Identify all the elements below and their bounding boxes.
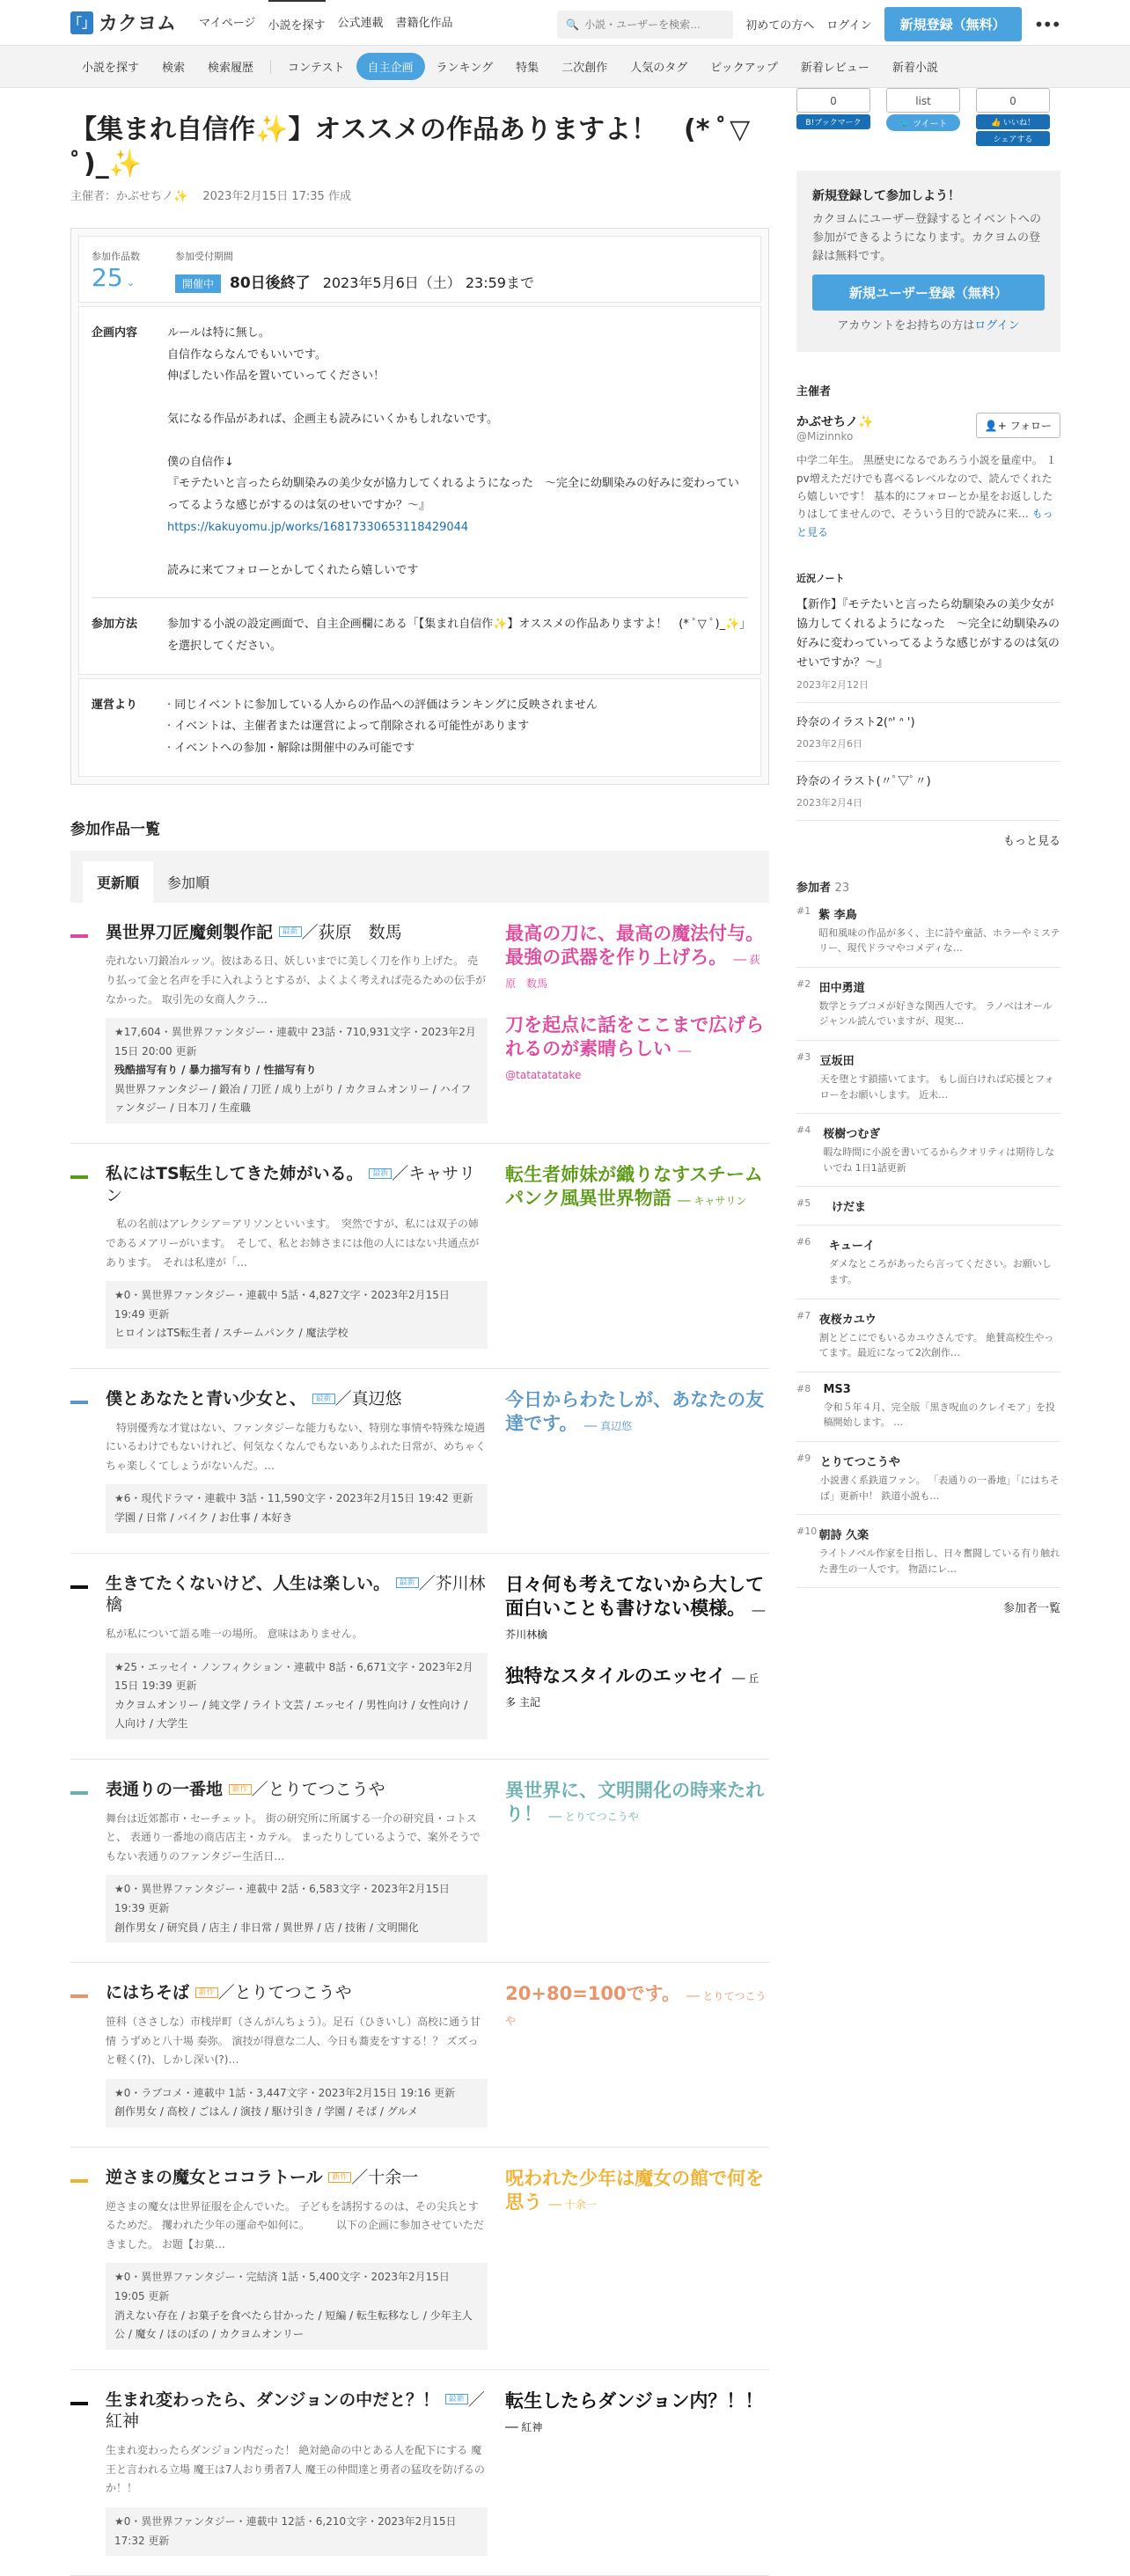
work-catchphrases xyxy=(505,1163,769,1349)
subnav-item[interactable]: 二次創作 xyxy=(561,62,608,75)
participant-desc: 小説書く系鉄道ファン。 「表通りの一番地」「にはちそば」更新中！ 鉄道小説も… xyxy=(819,1475,1060,1502)
nav-mypage[interactable]: マイページ xyxy=(199,16,256,30)
status-badge: 開催中 xyxy=(175,274,221,293)
work-title-line xyxy=(106,2389,488,2433)
catchphrase-author: ── とりてつこうや xyxy=(505,1990,767,2027)
bio-more-link[interactable]: もっと見る xyxy=(796,508,1053,538)
signup-button[interactable]: 新規ユーザー登録（無料） xyxy=(812,274,1045,311)
participant-rank: #2 xyxy=(796,977,811,990)
follow-button[interactable]: 👤+ フォロー xyxy=(976,413,1060,438)
subnav-item[interactable]: コンテスト xyxy=(288,62,345,75)
organizer-heading: 主催者 xyxy=(796,385,832,399)
plan-line xyxy=(167,388,748,409)
rule-text: 同じイベントに参加している人からの作品への評価はランキングに反映されません xyxy=(174,698,598,712)
participant-body xyxy=(832,1197,866,1214)
work-info xyxy=(106,1779,488,1943)
work-item xyxy=(70,1760,769,1963)
signup-title: 新規登録して参加しよう！ xyxy=(812,189,960,203)
work-info xyxy=(106,1982,488,2127)
work-color-bar xyxy=(70,2402,88,2405)
byline xyxy=(70,187,769,203)
tweet-button[interactable]: 🐦 ツイート xyxy=(886,114,960,131)
nav-official[interactable]: 公式連載 xyxy=(337,16,384,30)
work-author[interactable]: ／荻原 数馬 xyxy=(301,922,402,942)
work-title[interactable]: 僕とあなたと青い少女と、 xyxy=(106,1389,307,1409)
participant-desc: 天を堕とす鎖描いてます。 もし面白ければ応援とフォローをお願いします。 近未… xyxy=(819,1073,1054,1101)
catchphrase-author: ── 真辺悠 xyxy=(583,1420,633,1433)
participant-body xyxy=(823,1383,1060,1431)
signup-box xyxy=(796,171,1060,352)
work-tag-badge: 最新 xyxy=(445,2394,468,2404)
deadline-date: 2023年5月6日（土） 23:59まで xyxy=(322,274,534,291)
catchphrase-author: ── キャサリン xyxy=(678,1195,747,1208)
beginner-link[interactable]: 初めての方へ xyxy=(745,19,815,33)
participant-item[interactable] xyxy=(796,1515,1060,1588)
subnav-item[interactable]: 特集 xyxy=(516,62,539,75)
global-header xyxy=(0,0,1130,46)
participant-desc: ライトノベル作家を目指し、日々奮闘している有り触れた書生の一人です。 物語にレ… xyxy=(818,1548,1060,1575)
participant-body xyxy=(818,905,1060,956)
catchphrase xyxy=(505,1163,769,1211)
participants-all-link[interactable]: 参加者一覧 xyxy=(1002,1602,1060,1616)
work-catchphrases xyxy=(505,1982,769,2127)
rule-item: · イベントへの参加・解除は開催中のみ可能です xyxy=(167,741,415,755)
participant-body xyxy=(823,1124,1060,1175)
work-catchphrases xyxy=(505,1573,769,1739)
work-item xyxy=(70,2148,769,2370)
participant-item[interactable] xyxy=(796,895,1060,968)
tab-updated[interactable]: 更新順 xyxy=(83,861,153,903)
work-color-bar xyxy=(70,1401,88,1404)
subnav-item[interactable]: 人気のタグ xyxy=(630,62,688,75)
work-color-bar xyxy=(70,1585,88,1589)
subnav-item[interactable]: 小説を探す xyxy=(82,62,140,75)
work-color-bar xyxy=(70,2179,88,2183)
work-author[interactable]: ／とりてつこうや xyxy=(217,1983,352,2003)
participant-desc: 令和５年４月、完全版「黒き呪血のクレイモア」を投稿開始します。 … xyxy=(823,1401,1055,1429)
how-text: 参加する小説の設定画面で、自主企画欄にある「【集まれ自信作✨】オススメの作品ありますよ！ (* ﾟ▽ ﾟ)_✨」を選択してください。 xyxy=(167,618,745,653)
work-info xyxy=(106,922,488,1123)
work-tag-badge: 新作 xyxy=(229,1784,252,1795)
participant-body xyxy=(829,1236,1060,1287)
catchphrase xyxy=(505,1573,769,1645)
note-item[interactable] xyxy=(796,703,1060,762)
participant-item[interactable] xyxy=(796,1187,1060,1226)
participant-rank: #7 xyxy=(796,1309,811,1321)
catchphrase-text: 最高の刀に、最高の魔法付与。最強の武器を作り上げろ。 xyxy=(505,922,765,968)
catchphrase xyxy=(505,1388,769,1437)
participant-desc: ダメなところがあったら言ってください。お願いします。 xyxy=(828,1258,1052,1286)
how-label: 参加方法 xyxy=(92,618,138,632)
work-info xyxy=(106,1163,488,1349)
work-catchphrases xyxy=(505,2167,769,2350)
plan-line: 自信作ならなんでもいいです。 xyxy=(167,348,327,362)
work-item xyxy=(70,2370,769,2576)
work-item xyxy=(70,1144,769,1369)
plan-line: 僕の自信作↓ xyxy=(167,455,234,469)
work-tags[interactable]: カクヨムオンリー / 純文学 / ライト文芸 / エッセイ / 男性向け / 女性向け / 人向け / 大学生 xyxy=(114,1698,468,1731)
participant-item[interactable] xyxy=(796,968,1060,1041)
catchphrase xyxy=(505,922,769,994)
subnav-item[interactable]: 新着小説 xyxy=(892,62,938,75)
sort-tabs xyxy=(70,851,769,903)
host-label[interactable]: 主催者：かぶせちノ✨ xyxy=(70,190,188,203)
work-tags[interactable]: 消えない存在 / お菓子を食べたら甘かった / 短編 / 転生転移なし / 少年主人公 / 魔女 / ほのぼの / カクヨムオンリー xyxy=(114,2309,473,2341)
work-title[interactable]: 逆さまの魔女とココラトール xyxy=(106,2167,323,2187)
work-tags[interactable]: 学園 / 日常 / バイク / お仕事 / 本好き xyxy=(114,1511,293,1525)
participant-item[interactable] xyxy=(796,1442,1060,1515)
work-meta-line: ★25・エッセイ・ノンフィクション・連載中 8話・6,671文字・2023年2月15日 19:39 更新 xyxy=(114,1660,473,1693)
participant-item[interactable] xyxy=(796,1372,1060,1442)
work-title-line xyxy=(106,2167,488,2189)
work-author[interactable]: ／キャサリン xyxy=(106,1164,476,1205)
search-input[interactable] xyxy=(584,18,716,31)
work-excerpt: 私が私について語る唯一の場所。 意味はありません。 xyxy=(106,1628,363,1641)
catchphrase-text: 20+80=100です。 xyxy=(505,1983,680,2005)
catchphrase xyxy=(505,2389,769,2438)
work-tag-badge: 新作 xyxy=(328,2172,351,2183)
works-list-title: 参加作品一覧 xyxy=(70,820,160,838)
organizer-card xyxy=(796,413,1060,541)
logo-mark-icon: 「」 xyxy=(70,11,93,34)
catchphrase-author: ── 芥川林檎 xyxy=(505,1604,765,1642)
notes-list xyxy=(796,585,1060,821)
participant-body xyxy=(819,978,1060,1029)
subnav-item[interactable]: 検索履歴 xyxy=(208,62,254,75)
work-excerpt: 生まれ変わったらダンジョン内だった！ 絶対絶命の中とある人を配下にする 魔王と言われる立場 魔王は7人おり勇者7人 魔王の仲間達と勇者の猛攻を防げるのか！！ xyxy=(106,2444,485,2495)
works-list xyxy=(70,903,769,2576)
catchphrase xyxy=(505,1665,769,1713)
participant-name[interactable]: 豆坂田 xyxy=(819,1055,855,1069)
plan-tail: 読みに来てフォローとかしてくれたら嬉しいです xyxy=(167,563,419,577)
notes-heading: 近況ノート xyxy=(796,573,845,585)
catchphrase-author: ── 丘多 主記 xyxy=(505,1672,759,1709)
work-item xyxy=(70,1554,769,1760)
catchphrase-author: ── 荻原 数馬 xyxy=(505,953,760,991)
subnav-item[interactable]: 検索 xyxy=(162,62,186,75)
work-title-line xyxy=(106,1163,488,1206)
plan-line: 伸ばしたい作品を置いていってください！ xyxy=(167,370,385,384)
work-tag-badge: 最新 xyxy=(312,1394,335,1404)
catchphrase-author: ── とりてつこうや xyxy=(548,1811,639,1824)
work-color-bar xyxy=(70,1791,88,1795)
work-item xyxy=(70,903,769,1144)
like-button[interactable]: 👍 いいね！ xyxy=(976,114,1050,129)
participant-desc: 数学とラブコメが好きな関西人です。 ラノベはオールジャンル読んでいますが、現実… xyxy=(818,999,1053,1028)
participants-list xyxy=(796,895,1060,1589)
work-excerpt: 売れない刀鍛冶ルッツ。彼はある日、妖しいまでに美しく刀を作り上げた。 売り払って金と名声を手に入れようとするが、よくよく考えれば売るための伝手がなかった。 取引先の女商人クラ… xyxy=(106,955,487,1006)
work-meta-line: ★0・異世界ファンタジー・連載中 2話・6,583文字・2023年2月15日 19:39 更新 xyxy=(114,1883,450,1915)
rules-label: 運営より xyxy=(92,698,138,712)
login-link-side[interactable]: ログイン xyxy=(974,319,1020,333)
participant-rank: #3 xyxy=(796,1051,811,1064)
plan-line: ルールは特に無し。 xyxy=(167,326,270,340)
work-excerpt: 特別優秀な才覚はない、ファンタジーな能力もない、特別な事情や特殊な境遇にいるわけでもないけれど、何気なくなんでもないありふれた日常が、めちゃくちゃ楽しくてしょうがないんだ。… xyxy=(106,1421,487,1472)
work-excerpt: 笹科（ささしな）市桟岸町（さんがんちょう）。足石（ひきいし）高校に通う甘情 うずめと八十場 奏弥。 演技が得意な二人、今日も蕎麦をすする！？ ズズっと軽く(?)、しかし深い(?)… xyxy=(106,2015,481,2067)
participant-item[interactable] xyxy=(796,1041,1060,1114)
participant-rank: #6 xyxy=(796,1236,811,1248)
participant-desc: 暇な時間に小説を書いてるからクオリティは期待しないでね 1日1話更新 xyxy=(823,1146,1055,1174)
work-meta-line: ★6・現代ドラマ・連載中 3話・11,590文字・2023年2月15日 19:42 更新 xyxy=(114,1492,473,1505)
catchphrase xyxy=(505,1779,769,1827)
participants-heading: 参加者 23 xyxy=(796,881,850,895)
plan-spacer xyxy=(167,539,748,560)
work-tag-badge: 新作 xyxy=(195,1987,218,1998)
work-title-line xyxy=(106,1779,488,1801)
catchphrase-author: ── 紅神 xyxy=(505,2421,543,2434)
work-tags[interactable]: 異世界ファンタジー / 鍛冶 / 刀匠 / 成り上がり / カクヨムオンリー / ハイファンタジー / 日本刀 / 生産職 xyxy=(114,1082,472,1115)
participant-name[interactable]: 紫 李鳥 xyxy=(818,908,857,922)
tab-joined[interactable]: 参加順 xyxy=(167,874,210,891)
work-title-line xyxy=(106,1388,488,1410)
rule-item: · イベントは、主催者または運営によって削除される可能性があります xyxy=(167,720,530,734)
participant-name[interactable]: 桜樹つむぎ xyxy=(823,1128,881,1142)
rules-list xyxy=(167,695,598,760)
subnav-item[interactable]: ランキング xyxy=(436,62,494,75)
work-meta xyxy=(106,2507,488,2556)
like-count: 0 xyxy=(976,88,1050,113)
remaining-days: 80日後終了 xyxy=(230,274,311,292)
work-meta xyxy=(106,1484,488,1533)
participant-desc: 割とどこにでもいるカユウさんです。 絶賛高校生やってます。最近になって2次創作… xyxy=(818,1331,1054,1359)
work-title[interactable]: 異世界刀匠魔剣製作記 xyxy=(106,922,274,942)
catchphrase-text: 転生したらダンジョン内？！！ xyxy=(505,2389,764,2411)
signup-text: カクヨムにユーザー登録するとイベントへの参加ができるようになります。カクヨムの登録は無料です。 xyxy=(812,213,1042,263)
work-author[interactable]: ／真辺悠 xyxy=(334,1389,402,1409)
work-tags[interactable]: ヒロインはTS転生者 / スチームパンク / 魔法学校 xyxy=(114,1327,349,1340)
work-color-bar xyxy=(70,1175,88,1179)
participant-rank: #9 xyxy=(796,1453,811,1465)
plan-text xyxy=(167,323,748,582)
work-info xyxy=(106,2167,488,2350)
work-meta xyxy=(106,2263,488,2349)
plan-label: 企画内容 xyxy=(92,326,138,340)
work-excerpt: 舞台は近郊都市・セーチェット。 街の研究所に所属する一介の研究員・コトスと、 表通り一番地の商店店主・カテル。 まったりしているようで、案外そうでもない表通りのファンタジー生活日… xyxy=(106,1811,481,1862)
work-warnings: 残酷描写有り / 暴力描写有り / 性描写有り xyxy=(114,1064,317,1077)
page-title: 【集まれ自信作✨】オススメの作品ありますよ！ (* ﾟ▽ ﾟ)_✨ xyxy=(70,114,751,179)
plan-link[interactable]: https://kakuyomu.jp/works/16817330653118429044 xyxy=(167,520,469,534)
share-button[interactable]: シェアする xyxy=(976,131,1050,146)
work-info xyxy=(106,2389,488,2556)
work-excerpt: 逆さまの魔女は世界征服を企んでいた。 子どもを誘拐するのは、その尖兵とするためだ。 攫われた少年の運命や如何に。 以下の企画に参加させていただきました。 お題【お菓… xyxy=(106,2199,484,2250)
work-meta xyxy=(106,1281,488,1349)
work-item xyxy=(70,1369,769,1554)
organizer-bio: 中学二年生。 黒歴史になるであろう小説を量産中。 １pv増えただけでも喜べるレベルなので、読んでくれたら嬉しいです！ 基本的にフォローとか星をお返ししたりはしてませんので、そういう目的で読みに来… もっと見る xyxy=(796,454,1057,538)
work-info xyxy=(106,1388,488,1533)
participant-body xyxy=(819,1526,1060,1577)
entry-count[interactable]: 25 ⌄ xyxy=(92,263,136,292)
sub-nav xyxy=(0,46,1130,88)
rule-item: · 同じイベントに参加している人からの作品への評価はランキングに反映されません xyxy=(167,698,598,712)
header-nav xyxy=(199,0,453,47)
work-color-bar xyxy=(70,1994,88,1998)
work-title-line xyxy=(106,1982,488,2004)
catchphrase-author: ── @tatatatatake xyxy=(505,1044,691,1082)
nav-search-novels[interactable]: 小説を探す xyxy=(268,0,326,47)
event-info-box xyxy=(70,228,769,785)
bookmark-count: 0 xyxy=(796,88,870,113)
participant-name[interactable]: MS3 xyxy=(823,1382,851,1396)
work-author[interactable]: ／芥川林檎 xyxy=(106,1573,486,1615)
subnav-divider xyxy=(270,60,271,74)
login-link[interactable]: ログイン xyxy=(826,19,872,33)
plan-line: 『モテたいと言ったら幼馴染みの美少女が協力してくれるようになった ～完全に幼馴染みの好みに変わっていってるような感じがするのは気のせいですか？～』 xyxy=(167,477,739,513)
work-tag-badge: 最新 xyxy=(396,1577,419,1588)
note-item[interactable] xyxy=(796,585,1060,702)
work-meta-line: ★0・ラブコメ・連載中 1話・3,447文字・2023年2月15日 19:16 更新 xyxy=(114,2086,456,2099)
participant-rank: #8 xyxy=(796,1382,811,1394)
plan-line xyxy=(167,431,748,452)
note-item[interactable] xyxy=(796,762,1060,821)
participant-body xyxy=(819,1310,1060,1361)
catchphrase-author: ── 十余一 xyxy=(548,2199,597,2212)
catchphrase-text: 異世界に、文明開化の時来たれり！ xyxy=(505,1780,765,1826)
logo-text: カクヨム xyxy=(99,13,177,35)
catchphrase-text: 今日からわたしが、あなたの友達です。 xyxy=(505,1389,765,1435)
work-tag-badge: 最新 xyxy=(279,926,302,937)
participant-name[interactable]: キューイ xyxy=(828,1240,875,1254)
note-date: 2023年2月12日 xyxy=(796,678,869,691)
nav-books[interactable]: 書籍化作品 xyxy=(395,16,453,30)
work-tags[interactable]: 創作男女 / 研究員 / 店主 / 非日常 / 異世界 / 店 / 技術 / 文明開化 xyxy=(114,1921,419,1934)
catchphrase-text: 日々何も考えてないから大して面白いことも書けない模様。 xyxy=(505,1573,765,1619)
work-author[interactable]: ／紅神 xyxy=(106,2389,485,2432)
catchphrase-text: 刀を起点に話をここまで広げられるのが素晴らしい xyxy=(505,1014,765,1059)
work-catchphrases xyxy=(505,2389,769,2556)
participant-item[interactable] xyxy=(796,1114,1060,1187)
participant-rank: #4 xyxy=(796,1124,811,1137)
work-color-bar xyxy=(70,934,88,938)
catchphrase xyxy=(505,2167,769,2215)
work-author[interactable]: ／十余一 xyxy=(351,2167,419,2187)
rules-box xyxy=(78,678,761,777)
work-title[interactable]: 生まれ変わったら、ダンジョンの中だと？！ xyxy=(106,2389,440,2410)
participant-rank: #1 xyxy=(796,904,811,917)
participant-desc: 昭和風味の作品が多く、主に詩や童話、ホラーやミステリー、現代ドラマやコメディな… xyxy=(818,926,1060,955)
participant-name[interactable]: 朝詩 久楽 xyxy=(818,1529,870,1543)
catchphrase-text: 転生者姉妹が織りなすスチームパンク風異世界物語 xyxy=(505,1164,763,1210)
event-stats xyxy=(78,236,761,303)
main-content xyxy=(70,88,769,2576)
participant-rank: #5 xyxy=(796,1197,811,1210)
count-label: 参加作品数 xyxy=(92,251,140,262)
subnav-item[interactable]: 自主企画 xyxy=(356,53,425,80)
catchphrase xyxy=(505,1014,769,1086)
sidebar xyxy=(796,88,1060,1615)
work-item xyxy=(70,1963,769,2148)
work-meta-line: ★0・異世界ファンタジー・完結済 1話・5,400文字・2023年2月15日 19:05 更新 xyxy=(114,2271,450,2302)
event-details xyxy=(78,306,761,675)
participant-name[interactable]: 夜桜カユウ xyxy=(818,1313,877,1327)
work-meta xyxy=(106,1018,488,1123)
note-title[interactable]: 玲奈のイラスト2(ᐢ' ᐢ ') xyxy=(796,715,915,729)
organizer-name[interactable]: かぶせちノ✨ xyxy=(796,415,874,430)
participant-item[interactable] xyxy=(796,1226,1060,1299)
work-title-line xyxy=(106,1573,488,1616)
work-excerpt: 私の名前はアレクシア＝アリソンといいます。 突然ですが、私には双子の姉であるメアリーがいます。 そして、私とお姉さまには他の人にはない共通点があります。 それは私達が「… xyxy=(106,1218,480,1269)
subnav-item[interactable]: ピックアップ xyxy=(710,62,778,75)
note-title[interactable]: 玲奈のイラスト(〃ﾟ▽ﾟ〃) xyxy=(796,774,931,788)
participant-item[interactable] xyxy=(796,1299,1060,1372)
catchphrase-text: 呪われた少年は魔女の館で何を思う xyxy=(505,2167,765,2214)
work-title[interactable]: 表通りの一番地 xyxy=(106,1780,224,1799)
catchphrase xyxy=(505,1982,769,2031)
participant-name[interactable]: とりてつこうや xyxy=(819,1456,900,1470)
rule-text: イベントへの参加・解除は開催中のみ可能です xyxy=(174,741,415,755)
work-title[interactable]: 私にはTS転生してきた姉がいる。 xyxy=(106,1164,363,1184)
work-meta xyxy=(106,1653,488,1739)
work-title-line xyxy=(106,922,488,944)
work-meta xyxy=(106,1875,488,1943)
work-meta xyxy=(106,2079,488,2127)
participant-name[interactable]: 田中勇道 xyxy=(818,981,865,995)
work-meta-line: ★0・異世界ファンタジー・連載中 5話・4,827文字・2023年2月15日 19:49 更新 xyxy=(114,1289,450,1321)
work-meta-line: ★17,604・異世界ファンタジー・連載中 23話・710,931文字・2023年2月15日 20:00 更新 xyxy=(114,1026,476,1057)
plan-line: 気になる作品があれば、企画主も読みにいくかもしれないです。 xyxy=(167,413,498,427)
work-info xyxy=(106,1573,488,1739)
work-title[interactable]: にはちそば xyxy=(106,1983,190,2003)
participant-rank: #10 xyxy=(796,1526,818,1538)
rule-text: イベントは、主催者または運営によって削除される可能性があります xyxy=(174,720,530,734)
work-catchphrases xyxy=(505,922,769,1123)
work-tag-badge: 最新 xyxy=(369,1168,392,1179)
list-button[interactable]: list xyxy=(886,88,960,113)
catchphrase-text: 独特なスタイルのエッセイ xyxy=(505,1665,726,1687)
organizer-id: @Mizinnko xyxy=(796,430,854,443)
have-account-text: アカウントをお持ちの方は xyxy=(837,319,975,333)
work-catchphrases xyxy=(505,1779,769,1943)
work-catchphrases xyxy=(505,1388,769,1533)
notes-more-link[interactable]: もっと見る xyxy=(1002,834,1060,848)
bookmark-button[interactable]: B!ブックマーク xyxy=(796,114,870,129)
participant-name[interactable]: けだま xyxy=(832,1201,867,1215)
work-meta-line: ★0・異世界ファンタジー・連載中 12話・6,210文字・2023年2月15日 17:32 更新 xyxy=(114,2514,457,2547)
work-tags[interactable]: 創作男女 / 高校 / ごはん / 演技 / 駆け引き / 学園 / そば / グルメ xyxy=(114,2105,418,2119)
participant-body xyxy=(820,1453,1060,1504)
share-buttons xyxy=(796,88,1060,143)
more-menu-icon[interactable]: ••• xyxy=(1033,13,1060,35)
note-date: 2023年2月4日 xyxy=(796,796,862,809)
note-date: 2023年2月6日 xyxy=(796,737,862,750)
search-icon: 🔍 xyxy=(566,18,580,31)
created-date: 2023年2月15日 17:35 作成 xyxy=(202,190,351,203)
participant-body xyxy=(820,1051,1060,1102)
register-button[interactable]: 新規登録（無料） xyxy=(884,7,1022,41)
site-logo[interactable] xyxy=(70,9,176,36)
note-title[interactable]: 【新作】『モテたいと言ったら幼馴染みの美少女が協力してくれるようになった ～完全に幼馴染みの好みに変わっていってるような感じがするのは気のせいですか？～』 xyxy=(796,598,1060,670)
search-box[interactable] xyxy=(557,11,733,39)
work-title[interactable]: 生きてたくないけど、人生は楽しい。 xyxy=(106,1573,391,1593)
subnav-item[interactable]: 新着レビュー xyxy=(800,62,870,75)
work-author[interactable]: ／とりてつこうや xyxy=(251,1780,385,1799)
period-label: 参加受付期間 xyxy=(175,251,233,262)
